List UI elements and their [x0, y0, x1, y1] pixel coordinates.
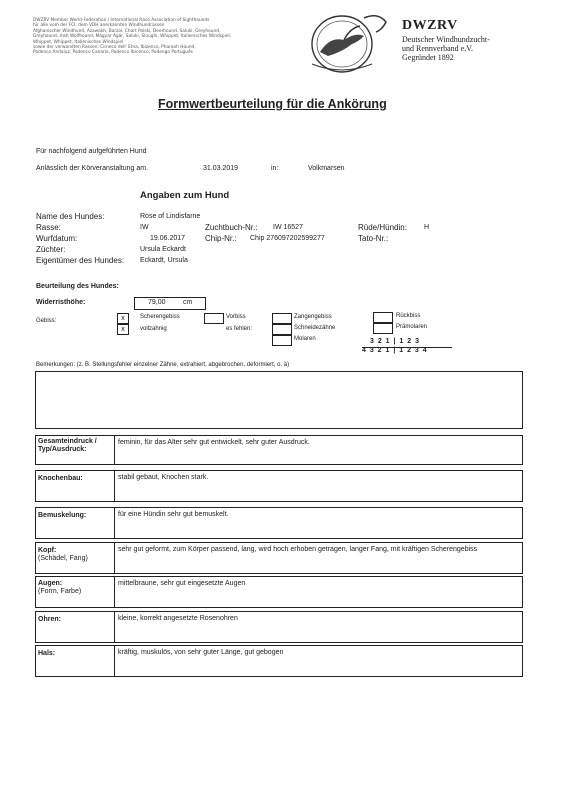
sex-value: H: [424, 224, 430, 231]
scissor-bite-checkbox[interactable]: x: [117, 313, 129, 324]
criterion-overall: [35, 435, 523, 465]
complete-teeth-checkbox[interactable]: x: [117, 324, 129, 335]
breed-label: Rasse:: [36, 223, 61, 232]
header-line: Podenco Andaluz, Podenco Canario, Podenco Ibicenco, Podengo Português: [33, 50, 193, 56]
remarks-label: Bemerkungen: (z. B. Stellungsfehler einzelner Zähne, extrahiert, abgebrochen, deformiert, o. ä): [36, 362, 290, 368]
birth-label: Wurfdatum:: [36, 234, 78, 243]
height-field[interactable]: [134, 297, 206, 310]
complete-teeth-label: vollzahnig: [140, 326, 167, 332]
owner-label: Eigentümer des Hundes:: [36, 256, 125, 265]
incisor-label: Schneidezähne: [294, 325, 336, 331]
criterion-label-main: Kopf:: [38, 547, 57, 554]
header-line: Afghanischer Windhund, Azawakh, Barzoi, Chart Polski, Deerhound, Saluki, Greyhound,: [33, 28, 221, 34]
undershot-checkbox[interactable]: [373, 312, 393, 323]
criterion-label-main: Ohren:: [38, 616, 61, 623]
premolar-label: Prämolaren: [396, 324, 428, 330]
owner-value: Eckardt, Ursula: [140, 257, 188, 264]
chip-value: Chip 276097202599277: [250, 235, 325, 242]
org-sub1: Deutscher Windhundzucht-: [402, 35, 490, 44]
criterion-value[interactable]: kräftig, muskulös, von sehr guter Länge, gut gebogen: [118, 649, 284, 656]
premolar-checkbox[interactable]: [373, 323, 393, 334]
criterion-value[interactable]: stabil gebaut, Knochen stark.: [118, 474, 209, 481]
name-label: Name des Hundes:: [36, 212, 105, 221]
criterion-eyes: [35, 576, 523, 608]
criterion-head: [35, 542, 523, 574]
molar-label: Molaren: [294, 336, 316, 342]
criterion-label: [36, 508, 115, 538]
criterion-label-sub: Typ/Ausdruck:: [38, 446, 87, 453]
overshot-label: Vorbiss: [226, 314, 246, 320]
height-value: 79,00: [148, 299, 166, 306]
header-line: Greyhound, Irish Wolfhound, Magyar Agár, Saluki, Sloughi, Whippet, Italienisches Windspiel,: [33, 34, 232, 40]
criterion-label-main: Augen:: [38, 580, 63, 587]
criterion-value[interactable]: feminin, für das Alter sehr gut entwickelt, sehr guter Ausdruck.: [118, 439, 310, 446]
tattoo-label: Tato-Nr.:: [358, 234, 389, 243]
header-line: DWZRV Member World-Federation / International Race Association of Sighthounds: [33, 18, 210, 23]
scissor-bite-label: Scherengebiss: [140, 314, 180, 320]
criterion-label-main: Knochenbau:: [38, 475, 83, 482]
pincer-bite-checkbox[interactable]: [272, 313, 292, 324]
criterion-label-sub: (Form, Farbe): [38, 588, 82, 595]
criterion-label: [36, 543, 115, 573]
greyhound-emblem-icon: [298, 6, 390, 76]
org-name: DWZRV: [402, 18, 458, 33]
overshot-checkbox[interactable]: [204, 313, 224, 324]
criterion-label: [36, 577, 115, 607]
studbook-label: Zuchtbuch-Nr.:: [205, 223, 258, 232]
criterion-label-main: Bemuskelung:: [38, 512, 87, 519]
criterion-label: [36, 471, 115, 501]
criterion-label: [36, 612, 115, 642]
breeder-label: Züchter:: [36, 245, 66, 254]
teeth-chart-bottom: 4 3 2 1 | 1 2 3 4: [362, 347, 428, 354]
height-label: Widerristhöhe:: [36, 299, 86, 306]
org-founded: Gegründet 1892: [402, 53, 454, 62]
criterion-value[interactable]: für eine Hündin sehr gut bemuskelt.: [118, 511, 229, 518]
sex-label: Rüde/Hündin:: [358, 223, 407, 232]
header-line: Whippet, Whippet, Italienisches Windspiel: [33, 39, 124, 45]
criterion-label-sub: (Schädel, Fang): [38, 555, 88, 562]
header-line: für alle vom der FCI, dem VDH anerkannten Windhundrassen: [33, 23, 165, 29]
pincer-bite-label: Zangengebiss: [294, 314, 332, 320]
criterion-muscle: [35, 507, 523, 539]
event-date: 31.03.2019: [203, 165, 239, 172]
incisor-checkbox[interactable]: [272, 324, 292, 335]
header-small-text: [33, 18, 273, 56]
criterion-value[interactable]: sehr gut geformt, zum Körper passend, lang, wird hoch erhoben getragen, langer Fang, mit kräftigen Scherengebiss: [118, 546, 478, 553]
criterion-label: [36, 436, 115, 464]
breed-value: IW: [140, 224, 149, 231]
dog-section-heading: Angaben zum Hund: [140, 190, 230, 201]
event-in-label: in:: [271, 165, 279, 172]
event-place: Volkmarsen: [308, 165, 345, 172]
criterion-value[interactable]: kleine, korrekt angesetzte Rosenohren: [118, 615, 238, 622]
breeder-value: Ursula Eckardt: [140, 246, 186, 253]
missing-teeth-label: es fehlen:: [226, 326, 253, 332]
intro-line1: Für nachfolgend aufgeführten Hund: [36, 148, 147, 155]
assessment-heading: Beurteilung des Hundes:: [36, 283, 119, 290]
remarks-box[interactable]: [35, 371, 523, 429]
birth-value: 19.06.2017: [150, 235, 186, 242]
teeth-chart-top: 3 2 1 | 1 2 3: [370, 338, 420, 345]
org-block: [402, 18, 552, 62]
studbook-value: IW 16527: [273, 224, 303, 231]
page-title: Formwertbeurteilung für die Ankörung: [158, 97, 387, 111]
dog-name: Rose of Lindisfarne: [140, 213, 201, 220]
criterion-ears: [35, 611, 523, 643]
header-line: sowie der verwandten Rassen: Cirneco dell' Etna, Ibizenco, Pharaoh Hound,: [33, 45, 196, 51]
org-sub2: und Rennverband e.V.: [402, 44, 473, 53]
molar-checkbox[interactable]: [272, 335, 292, 346]
bite-label: Gebiss:: [36, 318, 57, 324]
undershot-label: Rückbiss: [396, 313, 421, 319]
intro-event-label: Anlässlich der Körveranstaltung am.: [36, 165, 149, 172]
height-unit: cm: [183, 299, 193, 306]
criterion-bone: [35, 470, 523, 502]
criterion-value[interactable]: mittelbraune, sehr gut eingesetzte Augen: [118, 580, 246, 587]
criterion-label-main: Gesamteindruck /: [38, 438, 97, 445]
chip-label: Chip-Nr.:: [205, 234, 237, 243]
criterion-label-main: Hals:: [38, 650, 56, 657]
criterion-neck: [35, 645, 523, 677]
criterion-label: [36, 646, 115, 676]
